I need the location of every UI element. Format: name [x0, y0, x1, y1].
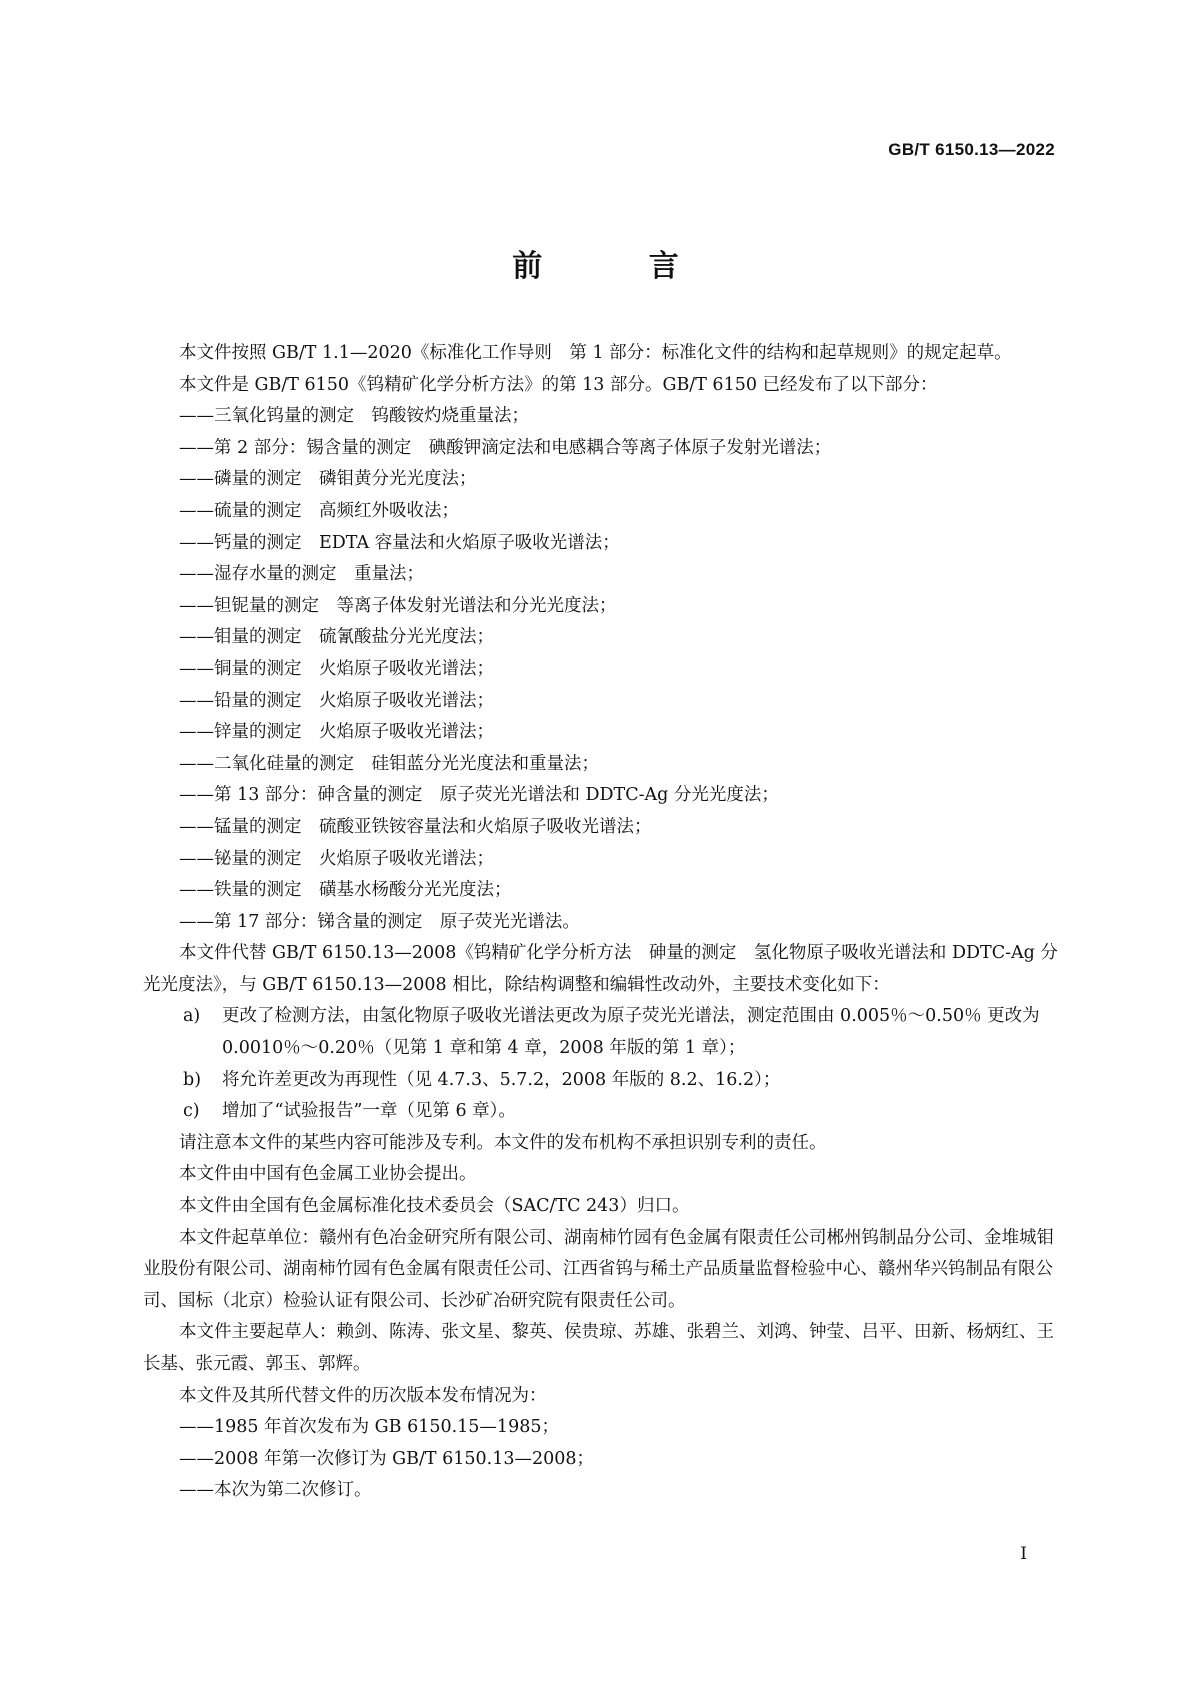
list-item-history: ——1985 年首次发布为 GB 6150.15—1985； — [179, 1417, 559, 1438]
list-item-part: ——湿存水量的测定 重量法； — [179, 564, 424, 585]
list-item-part: ——钽铌量的测定 等离子体发射光谱法和分光光度法； — [179, 595, 617, 616]
change-marker: a) — [183, 1006, 201, 1027]
list-item-part: ——锰量的测定 硫酸亚铁铵容量法和火焰原子吸收光谱法； — [179, 816, 652, 837]
paragraph-replacement: 本文件代替 GB/T 6150.13—2008《钨精矿化学分析方法 砷量的测定 氢化物原子吸收光谱法和 DDTC-Ag 分光光度法》，与 GB/T 6150.13—2008 相比，除结构调整和编辑性改动外，主要技术变化如下： — [143, 943, 1058, 995]
list-item-change — [143, 1065, 1060, 1097]
paragraph-committee: 本文件由全国有色金属标准化技术委员会（SAC/TC 243）归口。 — [179, 1196, 690, 1217]
list-item-part: ——铁量的测定 磺基水杨酸分光光度法； — [179, 880, 512, 901]
foreword-body — [143, 338, 1060, 1507]
paragraph-patent-notice: 请注意本文件的某些内容可能涉及专利。本文件的发布机构不承担识别专利的责任。 — [179, 1132, 827, 1153]
list-item-part: ——钼量的测定 硫氰酸盐分光光度法； — [179, 627, 494, 648]
page-number: I — [1020, 1544, 1027, 1564]
paragraph-part-intro: 本文件是 GB/T 6150《钨精矿化学分析方法》的第 13 部分。GB/T 6150 已经发布了以下部分： — [179, 374, 938, 395]
list-item-part: ——钙量的测定 EDTA 容量法和火焰原子吸收光谱法； — [179, 532, 620, 553]
paragraph-drafting-units: 本文件起草单位：赣州有色冶金研究所有限公司、湖南柿竹园有色金属有限责任公司郴州钨制品分公司、金堆城钼业股份有限公司、湖南柿竹园有色金属有限责任公司、江西省钨与稀土产品质量监督检验中心、赣州华兴钨制品有限公司、国标（北京）检验认证有限公司、长沙矿冶研究院有限责任公司。 — [143, 1227, 1054, 1311]
paragraph-drafting-rules: 本文件按照 GB/T 1.1—2020《标准化工作导则 第 1 部分：标准化文件的结构和起草规则》的规定起草。 — [179, 343, 1012, 363]
list-item-part: ——磷量的测定 磷钼黄分光光度法； — [179, 469, 477, 490]
list-item-history: ——2008 年第一次修订为 GB/T 6150.13—2008； — [179, 1448, 595, 1469]
change-marker: b) — [183, 1069, 202, 1090]
standard-code: GB/T 6150.13—2022 — [888, 140, 1055, 159]
list-item-history: ——本次为第二次修订。 — [179, 1480, 372, 1501]
list-item-change — [143, 1001, 1060, 1064]
change-marker: c) — [183, 1101, 200, 1122]
change-text: 增加了“试验报告”一章（见第 6 章）。 — [222, 1101, 516, 1122]
list-item-change — [143, 1096, 1060, 1128]
list-item-part: ——三氧化钨量的测定 钨酸铵灼烧重量法； — [179, 406, 529, 427]
list-item-part: ——第 2 部分：锡含量的测定 碘酸钾滴定法和电感耦合等离子体原子发射光谱法； — [179, 437, 832, 458]
list-item-part: ——硫量的测定 高频红外吸收法； — [179, 500, 459, 521]
list-item-part: ——铜量的测定 火焰原子吸收光谱法； — [179, 658, 494, 679]
list-item-part: ——二氧化硅量的测定 硅钼蓝分光光度法和重量法； — [179, 753, 599, 774]
page-title: 前 言 — [512, 249, 727, 284]
list-item-part: ——第 13 部分：砷含量的测定 原子荧光光谱法和 DDTC-Ag 分光光度法； — [179, 785, 779, 806]
list-item-part: ——第 17 部分：锑含量的测定 原子荧光光谱法。 — [179, 911, 580, 932]
list-item-part: ——锌量的测定 火焰原子吸收光谱法； — [179, 722, 494, 743]
list-item-part: ——铅量的测定 火焰原子吸收光谱法； — [179, 690, 494, 711]
list-item-part: ——铋量的测定 火焰原子吸收光谱法； — [179, 848, 494, 869]
paragraph-drafters: 本文件主要起草人：赖剑、陈涛、张文星、黎英、侯贵琼、苏雄、张碧兰、刘鸿、钟莹、吕平、田新、杨炳红、王长基、张元霞、郭玉、郭辉。 — [143, 1322, 1054, 1374]
paragraph-proposer: 本文件由中国有色金属工业协会提出。 — [179, 1164, 477, 1185]
change-text: 更改了检测方法，由氢化物原子吸收光谱法更改为原子荧光光谱法，测定范围由 0.005％～0.50％ 更改为 0.0010％～0.20％（见第 1 章和第 4 章，2008 年版的第 1 章）； — [222, 1006, 1040, 1059]
change-text: 将允许差更改为再现性（见 4.7.3、5.7.2，2008 年版的 8.2、16.2）； — [222, 1069, 781, 1090]
paragraph-history-intro: 本文件及其所代替文件的历次版本发布情况为： — [179, 1385, 547, 1406]
